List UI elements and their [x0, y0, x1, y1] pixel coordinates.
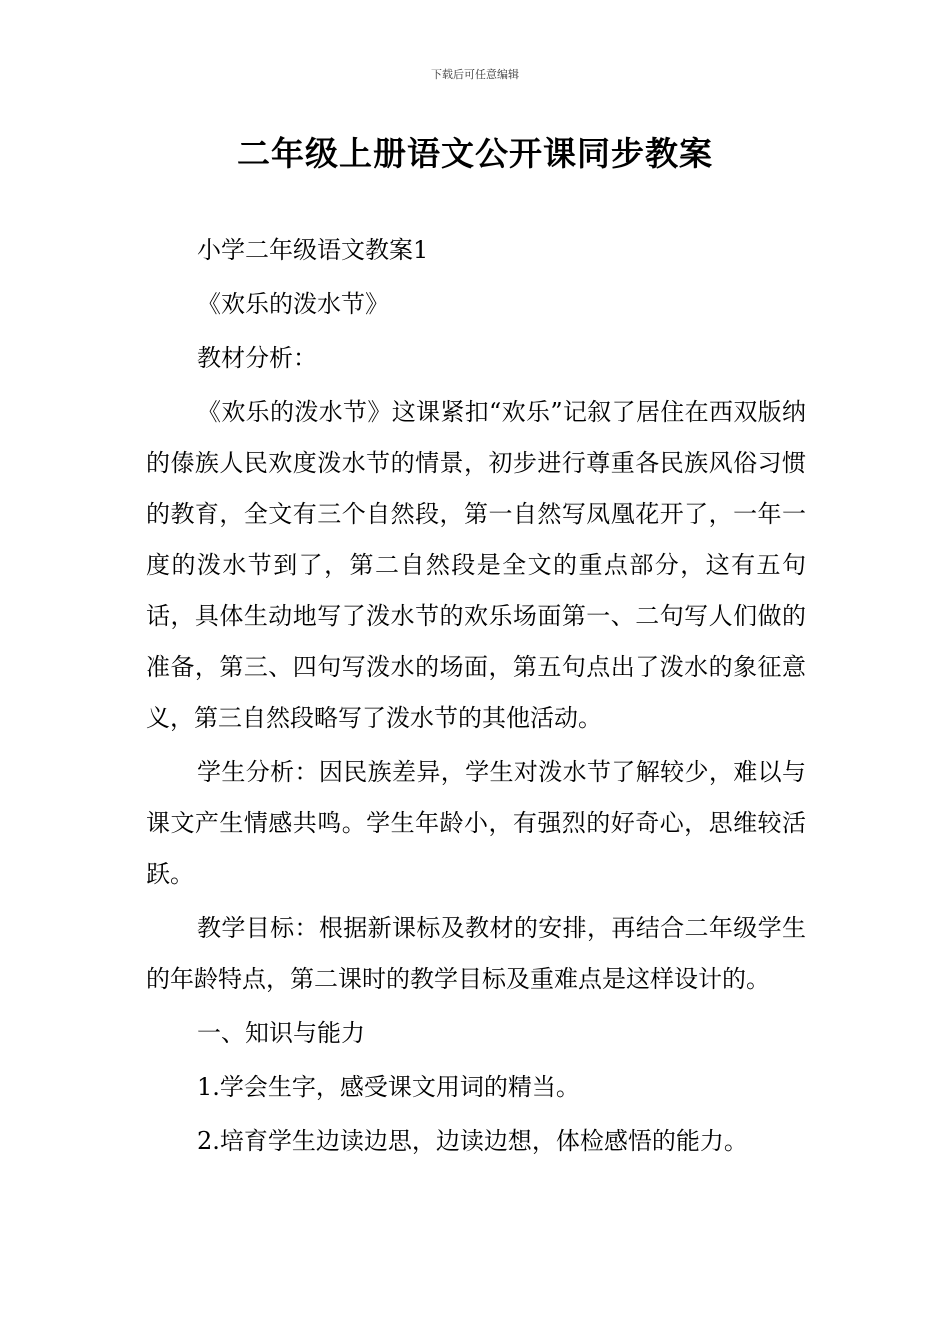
paragraph-material-analysis: 《欢乐的泼水节》这课紧扣“欢乐”记叙了居住在西双版纳的傣族人民欢度泼水节的情景，初步进行尊重各民族风俗习惯的教育，全文有三个自然段，第一自然写凤凰花开了，一年一度的泼水节到了，第二自然段是全文的重点部分，这有五句话，具体生动地写了泼水节的欢乐场面第一、二句写人们做的准备，第三、四句写泼水的场面，第五句点出了泼水的象征意义，第三自然段略写了泼水节的其他活动。 — [146, 398, 806, 732]
document-body — [146, 225, 806, 1170]
paragraph-material-analysis-label: 教材分析： — [197, 344, 317, 372]
paragraph-lesson-title: 《欢乐的泼水节》 — [197, 290, 389, 318]
paragraph-goal-item-1: 1.学会生字，感受课文用词的精当。 — [197, 1073, 580, 1101]
document-title: 二年级上册语文公开课同步教案 — [237, 134, 713, 173]
page-header-note: 下载后可任意编辑 — [431, 68, 519, 81]
paragraph-goal-item-2: 2.培育学生边读边思，边读边想，体检感悟的能力。 — [197, 1127, 748, 1155]
paragraph-teaching-goals: 教学目标：根据新课标及教材的安排，再结合二年级学生的年龄特点，第二课时的教学目标及重难点是这样设计的。 — [146, 914, 806, 993]
paragraph-knowledge-ability: 一、知识与能力 — [197, 1019, 365, 1047]
paragraph-student-analysis: 学生分析：因民族差异，学生对泼水节了解较少，难以与课文产生情感共鸣。学生年龄小，有强烈的好奇心，思维较活跃。 — [146, 758, 806, 888]
paragraph-lesson-heading: 小学二年级语文教案1 — [197, 236, 429, 264]
